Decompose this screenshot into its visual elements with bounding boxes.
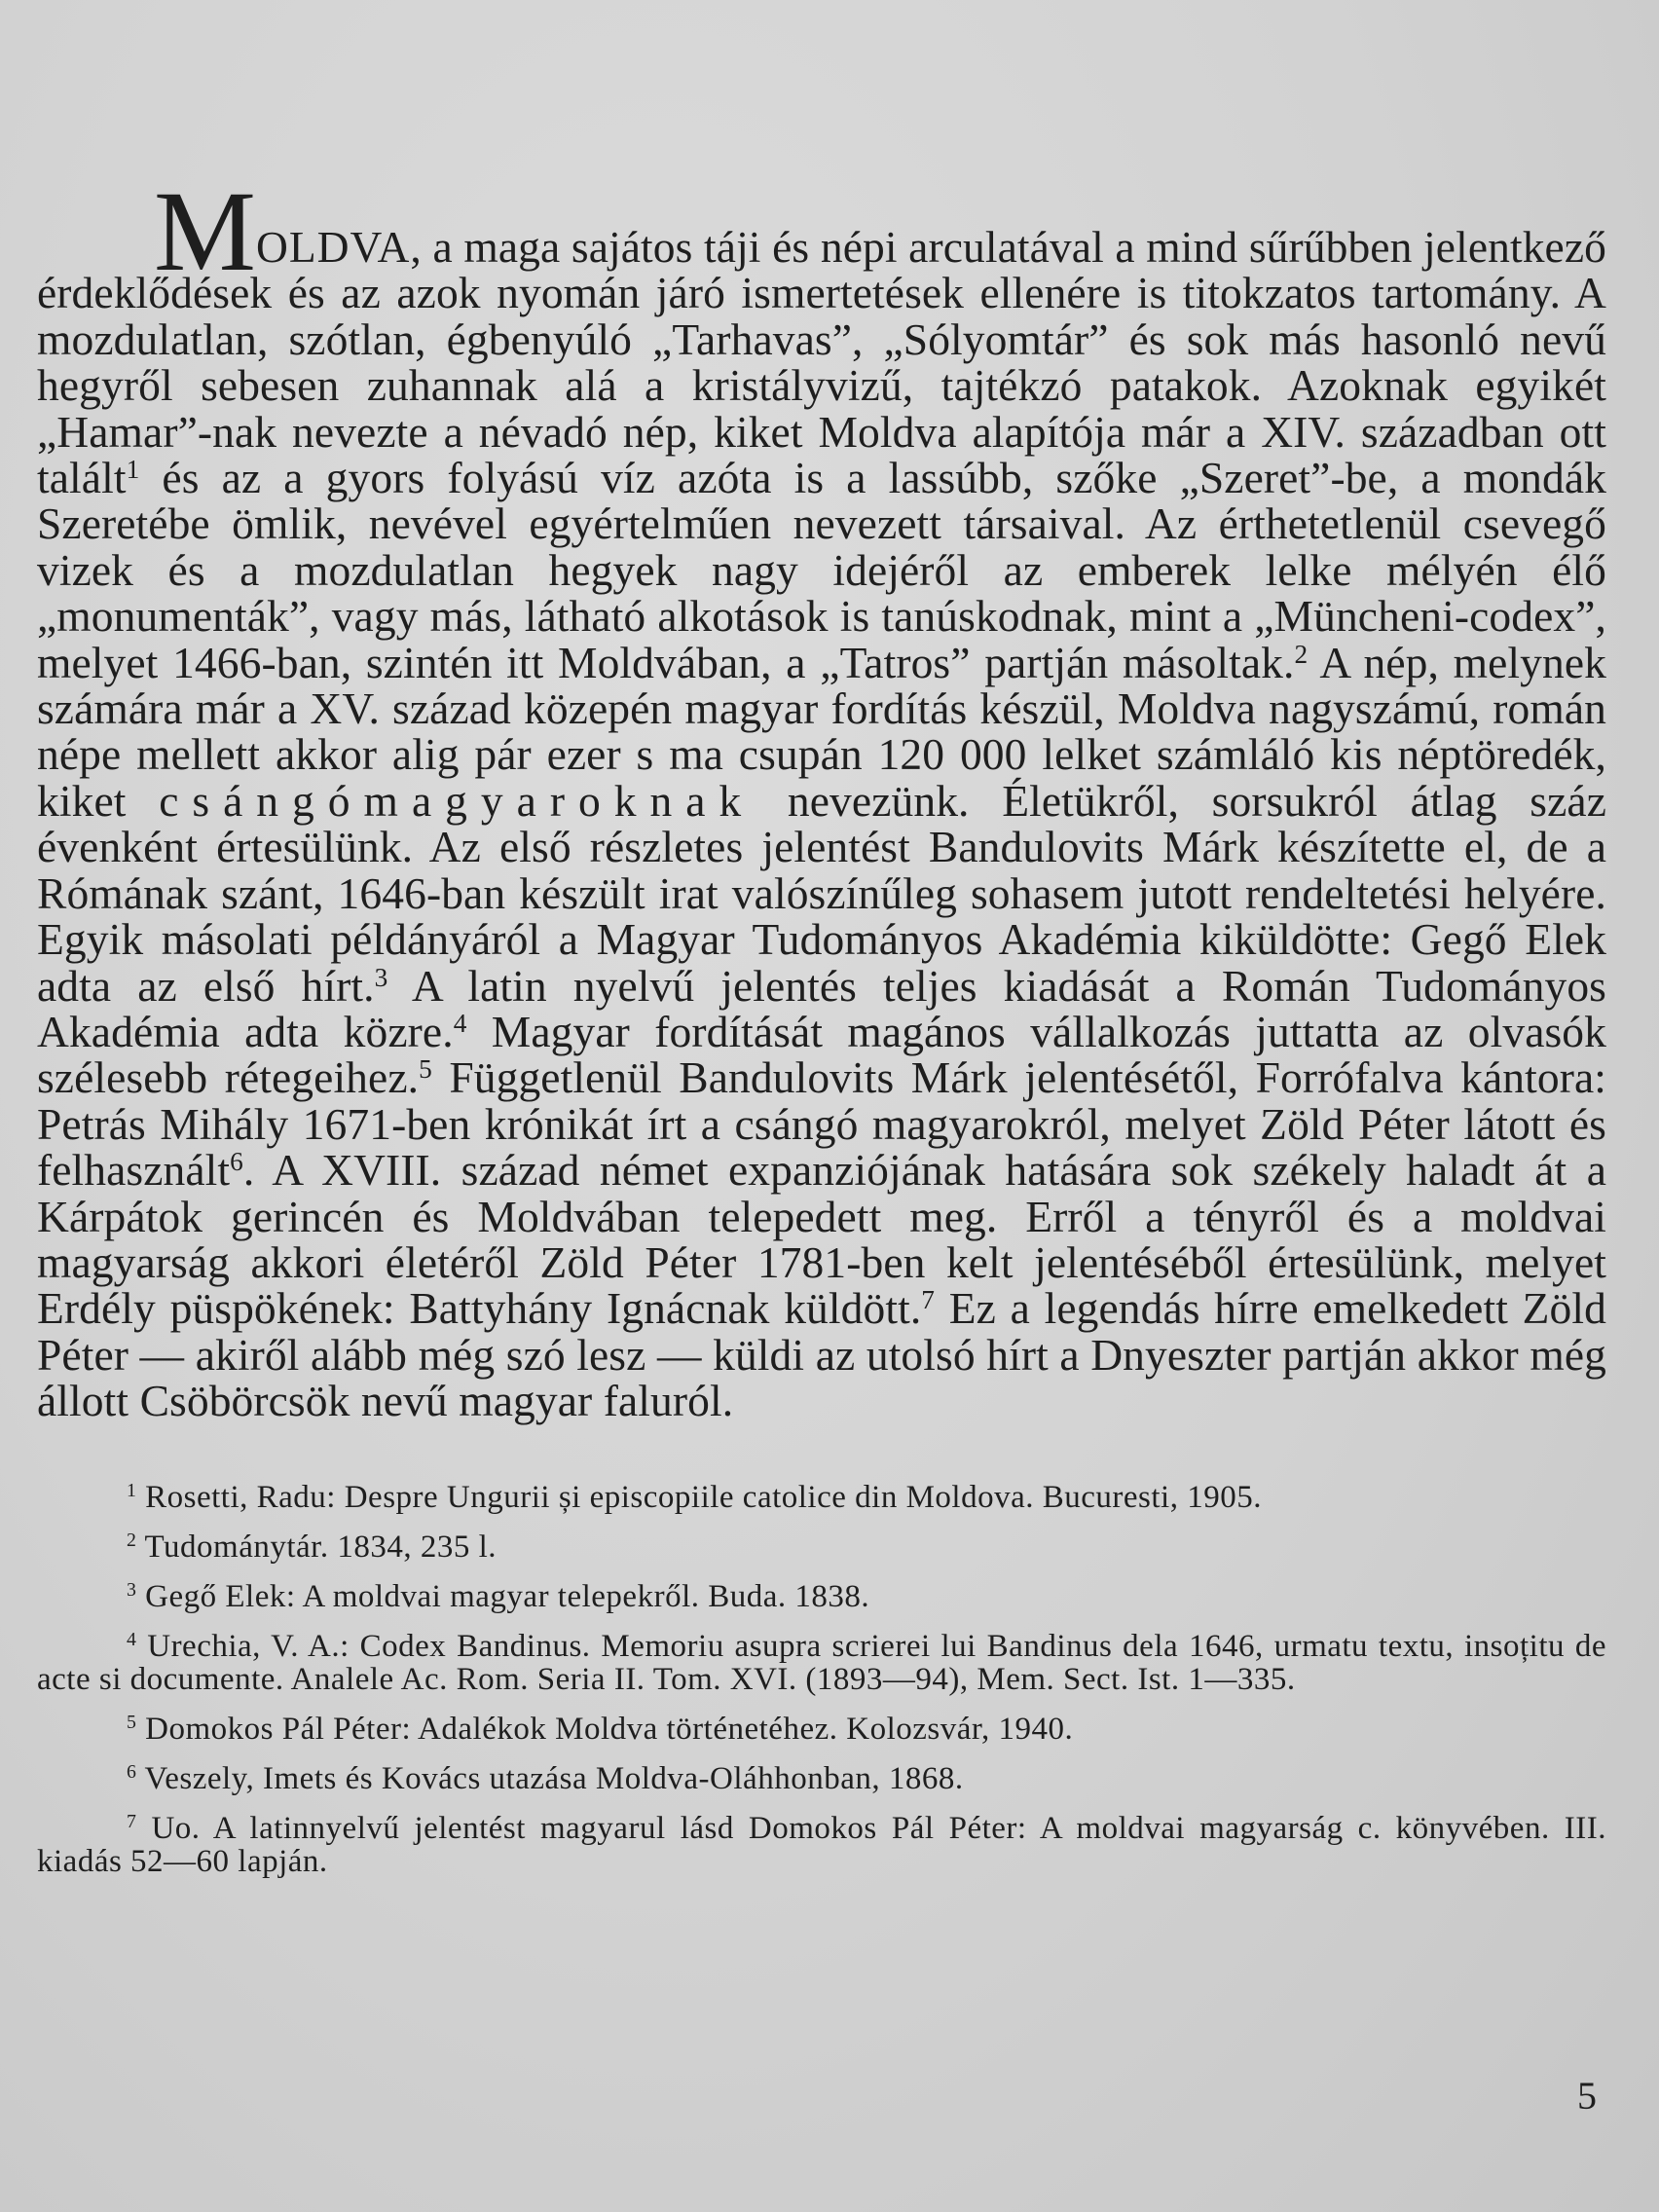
footnote-text: Domokos Pál Péter: Adalékok Moldva történetéhez. Kolozsvár, 1940. bbox=[136, 1711, 1074, 1747]
page-number: 5 bbox=[1577, 2074, 1597, 2118]
footnote-ref-3[interactable]: 3 bbox=[374, 962, 388, 992]
drop-cap: M bbox=[154, 167, 257, 295]
footnote-text: Uo. A latinnyelvű jelentést magyarul lásd Domokos Pál Péter: A moldvai magyarság c. könyvében. III. kiadás 52—60 lapján. bbox=[37, 1810, 1606, 1879]
footnote-text: Veszely, Imets és Kovács utazása Moldva-Oláhhonban, 1868. bbox=[136, 1760, 964, 1796]
footnote-6 bbox=[37, 1762, 1606, 1795]
body-text-8: . A XVIII. század német expanziójának hatására sok székely haladt át a Kárpátok gerincén és Moldvában telepedett meg. Erről a tényről és a moldvai magyarság akkori életéről Zöld Péter 1781-ben kelt jelentéséből értesülünk, melyet Erdély püspökének: Battyhány Ignácnak küldött. bbox=[37, 1145, 1606, 1334]
footnote-number: 2 bbox=[127, 1529, 137, 1551]
footnote-ref-1[interactable]: 1 bbox=[126, 455, 140, 485]
footnote-text: Tudománytár. 1834, 235 l. bbox=[136, 1529, 498, 1565]
body-text-1: , a maga sajátos táji és népi arculatával a mind sűrűbben jelentkező érdeklődések és az azok nyomán járó ismertetések ellenére is titokzatos tartomány. A mozdulatlan, szótlan, égbenyúló „Tarhavas”, „Sólyomtár” és sok más hasonló nevű hegyről sebesen zuhannak alá a kristályvizű, tajtékzó patakok. Azoknak egyikét „Hamar”-nak nevezte a névadó nép, kiket Moldva alapítója már a XIV. században ott talált bbox=[37, 222, 1606, 503]
footnote-number: 1 bbox=[127, 1479, 137, 1501]
footnotes-section bbox=[37, 1481, 1606, 1878]
footnote-4 bbox=[37, 1630, 1606, 1696]
footnote-number: 7 bbox=[127, 1810, 137, 1832]
first-word: OLDVA bbox=[256, 222, 411, 272]
footnote-ref-7[interactable]: 7 bbox=[921, 1285, 936, 1315]
footnote-number: 5 bbox=[127, 1711, 137, 1733]
footnote-ref-2[interactable]: 2 bbox=[1294, 639, 1309, 669]
footnote-ref-5[interactable]: 5 bbox=[419, 1054, 432, 1085]
footnote-2 bbox=[37, 1530, 1606, 1564]
book-page bbox=[37, 167, 1606, 2191]
footnote-number: 6 bbox=[127, 1760, 137, 1783]
footnote-number: 4 bbox=[127, 1628, 137, 1650]
footnote-7 bbox=[37, 1812, 1606, 1878]
footnote-3 bbox=[37, 1580, 1606, 1613]
emphasized-word: csángómagyaroknak bbox=[159, 775, 756, 826]
footnote-ref-4[interactable]: 4 bbox=[453, 1008, 467, 1038]
footnote-text: Gegő Elek: A moldvai magyar telepekről. Buda. 1838. bbox=[136, 1578, 870, 1614]
body-text-7: Függetlenül Bandulovits Márk jelentésétől, Forrófalva kántora: Petrás Mihály 1671-ben krónikát írt a csángó magyarokról, melyet Zöld Péter látott és felhasznált bbox=[37, 1052, 1606, 1196]
body-text-6: Magyar fordítását magános vállalkozás juttatta az olvasók szélesebb rétegeihez. bbox=[37, 1006, 1606, 1103]
body-text-9: Ez a legendás hírre emelkedett Zöld Péter — akiről alább még szó lesz — küldi az utolsó hírt a Dnyeszter partján akkor még állott Csöbörcsök nevű magyar faluról. bbox=[37, 1283, 1606, 1426]
body-text-2: és az a gyors folyású víz azóta is a lassúbb, szőke „Szeret”-be, a mondák Szeretébe ömlik, nevével egyértelműen nevezett társaival. Az érthetetlenül csevegő vizek és a mozdulatlan hegyek nagy idejéről az emberek lelke mélyén élő „monumenták”, vagy más, látható alkotások is tanúskodnak, mint a „Müncheni-codex”, melyet 1466-ban, szintén itt Moldvában, a „Tatros” partján másoltak. bbox=[37, 453, 1606, 687]
footnote-5 bbox=[37, 1713, 1606, 1746]
footnote-1 bbox=[37, 1481, 1606, 1514]
body-text-3: A nép, melynek számára már a XV. század közepén magyar fordítás készül, Moldva nagyszámú, román népe mellett akkor alig pár ezer s ma csupán 120 000 lelket számláló kis néptöredék, kiket bbox=[37, 637, 1606, 826]
main-paragraph bbox=[37, 167, 1606, 1426]
footnote-number: 3 bbox=[127, 1578, 137, 1601]
body-text-5: A latin nyelvű jelentés teljes kiadását a Román Tudományos Akadémia adta közre. bbox=[37, 960, 1606, 1056]
footnote-ref-6[interactable]: 6 bbox=[230, 1147, 243, 1177]
footnote-text: Rosetti, Radu: Despre Ungurii și episcopiile catolice din Moldova. Bucuresti, 1905. bbox=[136, 1479, 1262, 1515]
body-text-4: nevezünk. Életükről, sorsukról átlag száz évenként értesülünk. Az első részletes jelentést Bandulovits Márk készítette el, de a Rómának szánt, 1646-ban készült irat valószínűleg sohasem jutott rendeltetési helyére. Egyik másolati példányáról a Magyar Tudományos Akadémia kiküldötte: Gegő Elek adta az első hírt. bbox=[37, 775, 1606, 1011]
footnote-text: Urechia, V. A.: Codex Bandinus. Memoriu asupra scrierei lui Bandinus dela 1646, urmatu textu, insoțitu de acte si documente. Analele Ac. Rom. Seria II. Tom. XVI. (1893—94), Mem. Sect. Ist. 1—335. bbox=[37, 1628, 1606, 1697]
